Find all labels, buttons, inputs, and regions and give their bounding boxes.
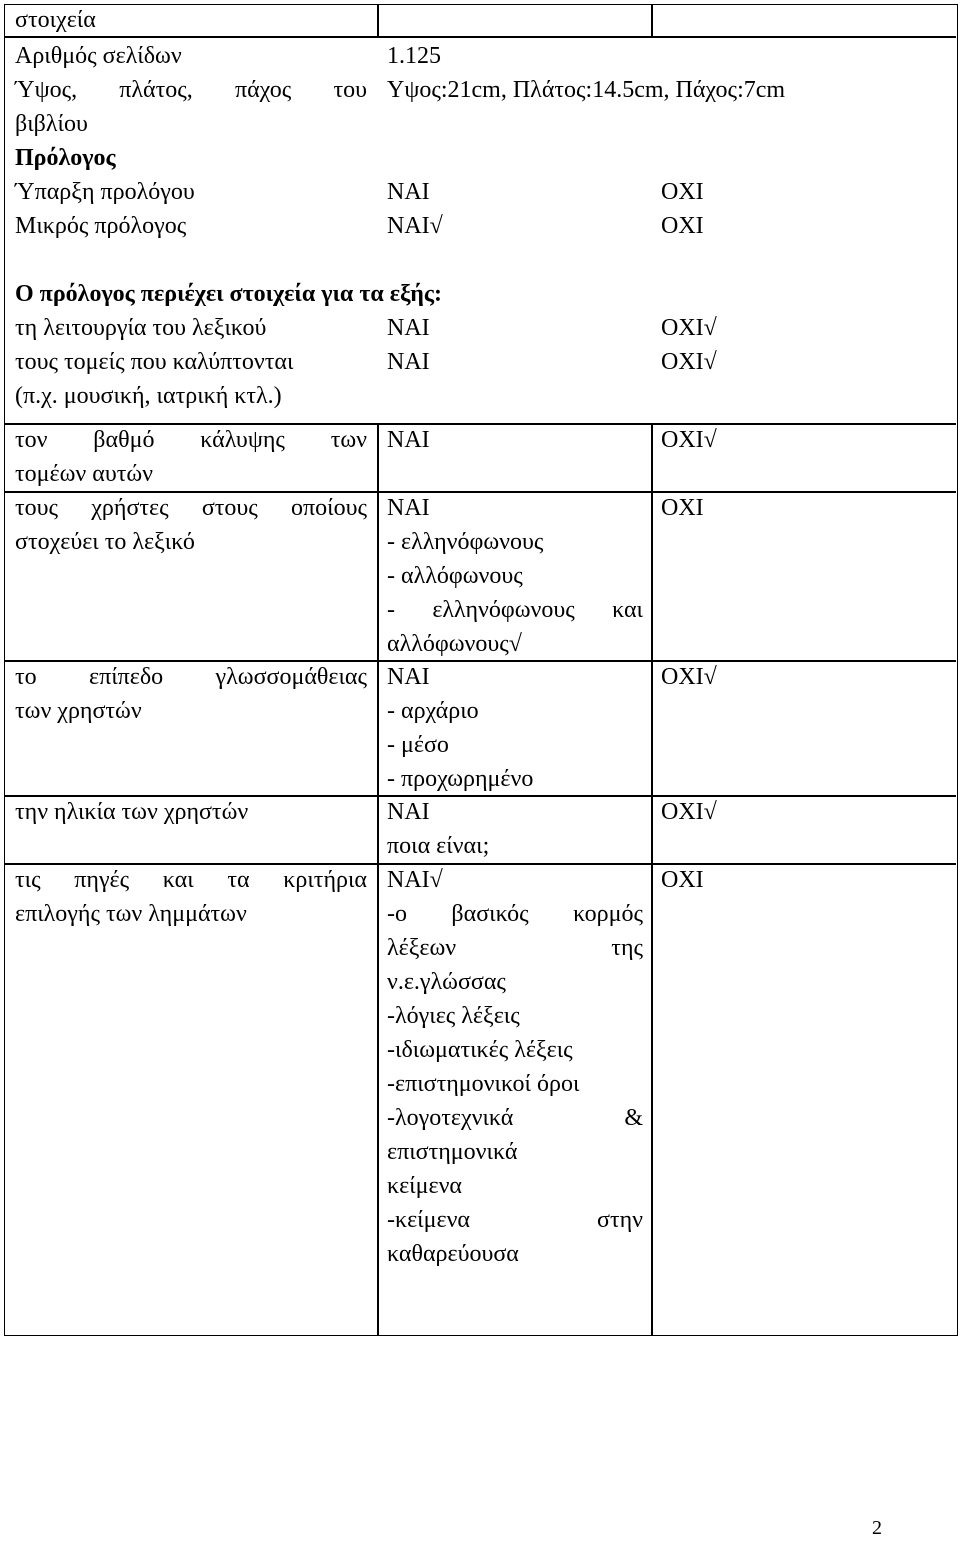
cell-options	[387, 491, 643, 661]
cell-label: τη λειτουργία του λεξικού	[15, 315, 267, 341]
cell-line: (π.χ. μουσική, ιατρική κτλ.)	[15, 383, 282, 409]
option-line: - ελληνόφωνους και	[387, 597, 643, 623]
cell-no: ΟΧΙ√	[661, 427, 717, 453]
cell-label	[15, 423, 367, 491]
cell-yes: ΝΑΙ	[387, 315, 430, 341]
option-line: -ιδιωματικές λέξεις	[387, 1037, 573, 1063]
cell-no: ΟΧΙ	[661, 213, 704, 239]
cell-yes: ΝΑΙ√	[387, 213, 443, 239]
option-line: - μέσο	[387, 732, 449, 758]
option-line: - ελληνόφωνους	[387, 529, 544, 555]
page-number: 2	[872, 1517, 882, 1539]
cell-line: βιβλίου	[15, 111, 88, 137]
cell-label: Ύπαρξη προλόγου	[15, 179, 195, 205]
column-divider	[377, 5, 379, 37]
option-line: καθαρεύουσα	[387, 1241, 519, 1267]
cell-line: Ύψος, πλάτος, πάχος του	[15, 77, 367, 103]
cell-options	[387, 660, 643, 796]
cell-no: ΟΧΙ√	[661, 799, 717, 825]
option-line: ν.ε.γλώσσας	[387, 969, 506, 995]
cell-line: τον βαθμό κάλυψης των	[15, 427, 367, 453]
option-line: επιστημονικά	[387, 1139, 518, 1165]
cell-no: ΟΧΙ	[661, 867, 704, 893]
cell-value: Υψος:21cm, Πλάτος:14.5cm, Πάχος:7cm	[387, 77, 786, 103]
cell-line: τους χρήστες στους οποίους	[15, 495, 367, 521]
option-line: -ο βασικός κορμός	[387, 901, 643, 927]
column-divider	[651, 423, 653, 1335]
cell-label	[15, 491, 367, 559]
cell-line: τους τομείς που καλύπτονται	[15, 349, 294, 375]
cell-no: ΟΧΙ	[661, 179, 704, 205]
cell-no: ΟΧΙ√	[661, 315, 717, 341]
cell-line: τις πηγές και τα κριτήρια	[15, 867, 367, 893]
book-evaluation-table	[4, 4, 958, 1336]
cell-yes: ΝΑΙ	[387, 179, 430, 205]
cell-yes: ΝΑΙ	[387, 349, 430, 375]
option-line: - προχωρημένο	[387, 766, 534, 792]
cell-line: στοχεύει το λεξικό	[15, 529, 195, 555]
option-line: - αλλόφωνους	[387, 563, 523, 589]
cell-label: στοιχεία	[15, 7, 96, 33]
column-divider	[377, 423, 379, 1335]
cell-label: την ηλικία των χρηστών	[15, 799, 249, 825]
option-line: ποια είναι;	[387, 833, 490, 859]
cell-line: των χρηστών	[15, 698, 142, 724]
cell-no: ΟΧΙ√	[661, 664, 717, 690]
option-line: κείμενα	[387, 1173, 462, 1199]
option-line: -επιστημονικοί όροι	[387, 1071, 580, 1097]
option-line: λέξεων της	[387, 935, 643, 961]
cell-value: 1.125	[387, 43, 441, 69]
section-heading: Ο πρόλογος περιέχει στοιχεία για τα εξής:	[15, 281, 442, 307]
cell-line: επιλογής των λημμάτων	[15, 901, 247, 927]
cell-line: τομέων αυτών	[15, 461, 153, 487]
option-line: -λόγιες λέξεις	[387, 1003, 520, 1029]
cell-label	[15, 345, 367, 413]
option-line: ΝΑΙ√	[387, 867, 443, 893]
cell-yes: ΝΑΙ	[387, 427, 430, 453]
cell-label: Αριθμός σελίδων	[15, 43, 182, 69]
option-line: ΝΑΙ	[387, 664, 430, 690]
cell-label: Μικρός πρόλογος	[15, 213, 187, 239]
cell-label	[15, 660, 367, 728]
cell-label	[15, 73, 367, 141]
cell-options	[387, 863, 643, 1271]
cell-no: ΟΧΙ√	[661, 349, 717, 375]
option-line: - αρχάριο	[387, 698, 479, 724]
cell-line: το επίπεδο γλωσσομάθειας	[15, 664, 367, 690]
option-line: αλλόφωνους√	[387, 631, 522, 657]
cell-options	[387, 795, 643, 863]
column-divider	[651, 5, 653, 37]
option-line: ΝΑΙ	[387, 495, 430, 521]
cell-label	[15, 863, 367, 931]
section-heading: Πρόλογος	[15, 145, 116, 171]
option-line: ΝΑΙ	[387, 799, 430, 825]
option-line: -κείμενα στην	[387, 1207, 643, 1233]
option-line: -λογοτεχνικά &	[387, 1105, 643, 1131]
cell-no: ΟΧΙ	[661, 495, 704, 521]
